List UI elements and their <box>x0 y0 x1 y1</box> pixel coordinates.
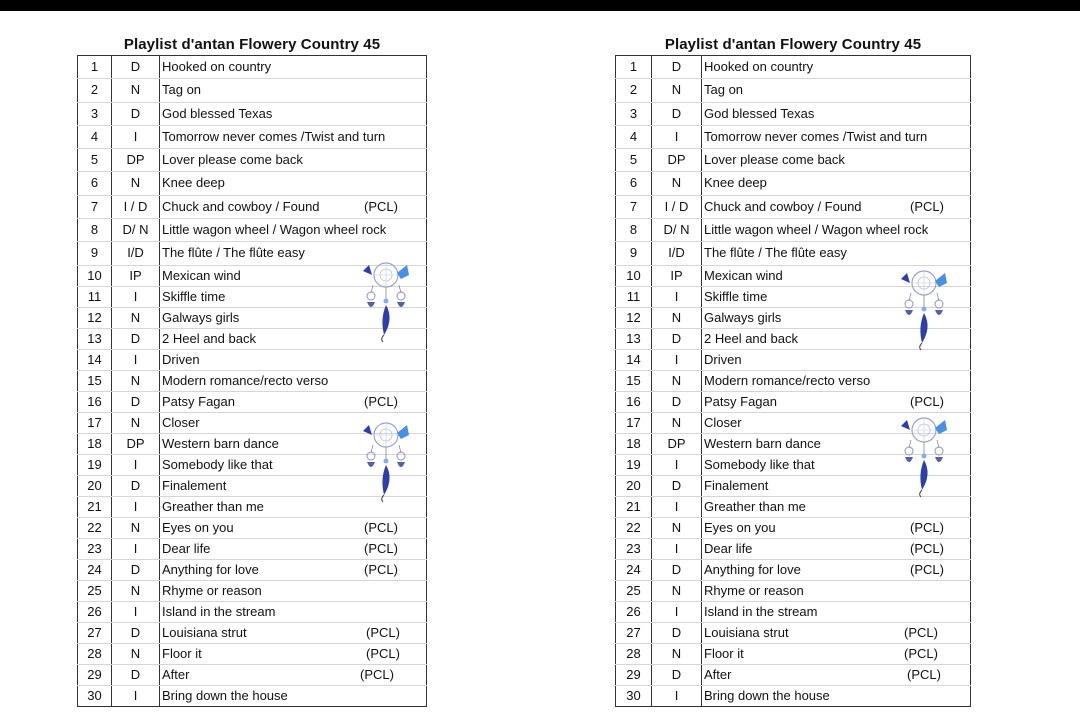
dance-level: I <box>652 601 702 622</box>
song-title: Driven <box>162 351 200 367</box>
dance-level: I <box>112 349 160 370</box>
table-row <box>616 664 971 685</box>
song-title: Somebody like that <box>162 456 273 472</box>
song-cell <box>702 370 971 391</box>
song-cell <box>702 601 971 622</box>
row-number: 5 <box>616 149 652 172</box>
song-title: Modern romance/recto verso <box>704 372 871 388</box>
song-cell <box>702 56 971 79</box>
song-cell <box>160 685 427 706</box>
dance-level: N <box>652 580 702 601</box>
pcl-note: (PCL) <box>364 198 398 214</box>
dance-level: D/ N <box>652 219 702 242</box>
song-cell <box>160 391 427 412</box>
pcl-note: (PCL) <box>910 198 944 214</box>
row-number: 1 <box>616 56 652 79</box>
row-number: 24 <box>616 559 652 580</box>
dance-level: I/D <box>112 242 160 265</box>
dreamcatcher-icon <box>897 267 951 353</box>
dance-level: D <box>652 664 702 685</box>
playlist-title: Playlist d'antan Flowery Country 45 <box>664 36 922 53</box>
song-title: God blessed Texas <box>162 105 273 121</box>
table-row <box>616 622 971 643</box>
dance-level: N <box>652 517 702 538</box>
row-number: 23 <box>616 538 652 559</box>
song-title: Rhyme or reason <box>162 582 262 598</box>
dance-level: IP <box>652 265 702 286</box>
table-row <box>78 580 427 601</box>
dance-level: D <box>652 622 702 643</box>
table-row <box>616 125 971 148</box>
table-row <box>616 391 971 412</box>
dance-level: I <box>112 454 160 475</box>
row-number: 22 <box>616 517 652 538</box>
song-title: Knee deep <box>162 175 225 191</box>
song-cell <box>160 601 427 622</box>
pcl-note: (PCL) <box>907 666 941 682</box>
song-title: Driven <box>704 351 742 367</box>
table-row <box>616 601 971 622</box>
dance-level: I <box>112 601 160 622</box>
song-title: Galways girls <box>162 309 240 325</box>
pcl-note: (PCL) <box>366 645 400 661</box>
row-number: 9 <box>78 242 112 265</box>
song-cell <box>702 643 971 664</box>
dance-level: D <box>652 56 702 79</box>
row-number: 2 <box>78 79 112 102</box>
dance-level: I <box>112 496 160 517</box>
dance-level: N <box>112 412 160 433</box>
pcl-note: (PCL) <box>910 519 944 535</box>
song-title: Finalement <box>162 477 227 493</box>
dance-level: DP <box>112 149 160 172</box>
row-number: 3 <box>616 102 652 125</box>
table-row <box>616 370 971 391</box>
row-number: 13 <box>616 328 652 349</box>
song-cell <box>702 685 971 706</box>
playlist-sheet-left <box>77 34 427 707</box>
song-title: Hooked on country <box>162 59 272 74</box>
row-number: 9 <box>616 242 652 265</box>
dance-level: I <box>652 685 702 706</box>
dance-level: N <box>652 172 702 195</box>
song-title: Somebody like that <box>704 456 815 472</box>
row-number: 14 <box>78 349 112 370</box>
dance-level: I <box>652 349 702 370</box>
song-cell <box>702 172 971 195</box>
song-cell <box>160 370 427 391</box>
song-cell <box>702 664 971 685</box>
song-cell <box>160 56 427 79</box>
playlist-table <box>77 55 427 707</box>
dance-level: D <box>652 102 702 125</box>
song-cell <box>702 559 971 580</box>
song-title: Anything for love <box>704 561 801 577</box>
dance-level: N <box>652 370 702 391</box>
row-number: 27 <box>616 622 652 643</box>
song-title: After <box>704 666 732 682</box>
song-cell <box>702 219 971 242</box>
table-row <box>78 349 427 370</box>
row-number: 18 <box>78 433 112 454</box>
song-cell <box>160 643 427 664</box>
table-row <box>78 664 427 685</box>
row-number: 3 <box>78 102 112 125</box>
row-number: 12 <box>616 307 652 328</box>
row-number: 20 <box>78 475 112 496</box>
row-number: 1 <box>78 56 112 79</box>
song-title: Anything for love <box>162 561 259 577</box>
dance-level: I / D <box>652 195 702 218</box>
dance-level: DP <box>652 149 702 172</box>
song-title: Finalement <box>704 477 769 493</box>
dance-level: D <box>112 56 160 79</box>
playlist-table <box>615 55 971 707</box>
row-number: 18 <box>616 433 652 454</box>
song-title: God blessed Texas <box>704 105 815 121</box>
table-row <box>616 580 971 601</box>
pcl-note: (PCL) <box>360 666 394 682</box>
song-title: Knee deep <box>704 175 767 191</box>
row-number: 15 <box>78 370 112 391</box>
table-row <box>78 56 427 79</box>
dance-level: N <box>112 370 160 391</box>
song-title: Skiffle time <box>704 288 768 304</box>
song-title: Modern romance/recto verso <box>162 372 329 388</box>
row-number: 4 <box>616 125 652 148</box>
row-number: 25 <box>78 580 112 601</box>
song-cell <box>160 580 427 601</box>
dance-level: DP <box>652 433 702 454</box>
song-title: Floor it <box>162 645 202 661</box>
row-number: 10 <box>78 265 112 286</box>
song-title: Little wagon wheel / Wagon wheel rock <box>704 222 929 238</box>
song-cell <box>702 79 971 102</box>
table-row <box>616 149 971 172</box>
song-title: Chuck and cowboy / Found <box>704 198 862 214</box>
row-number: 27 <box>78 622 112 643</box>
table-row <box>78 102 427 125</box>
song-title: Mexican wind <box>704 267 783 283</box>
dance-level: N <box>112 172 160 195</box>
song-title: The flûte / The flûte easy <box>704 245 847 261</box>
row-number: 19 <box>616 454 652 475</box>
table-row <box>78 79 427 102</box>
pcl-note: (PCL) <box>910 540 944 556</box>
song-title: Rhyme or reason <box>704 582 804 598</box>
table-row <box>78 517 427 538</box>
dance-level: D <box>112 559 160 580</box>
dance-level: N <box>112 643 160 664</box>
song-title: Lover please come back <box>704 152 845 168</box>
song-cell <box>160 125 427 148</box>
row-number: 16 <box>78 391 112 412</box>
song-cell <box>160 538 427 559</box>
table-row <box>616 102 971 125</box>
table-row <box>78 125 427 148</box>
dance-level: D <box>112 391 160 412</box>
row-number: 8 <box>616 219 652 242</box>
table-row <box>616 242 971 265</box>
dreamcatcher-icon <box>359 419 413 505</box>
song-title: Greather than me <box>162 498 264 514</box>
table-row <box>616 685 971 706</box>
dance-level: I <box>652 538 702 559</box>
dance-level: N <box>112 580 160 601</box>
table-row <box>78 370 427 391</box>
song-title: Galways girls <box>704 309 782 325</box>
dance-level: N <box>652 79 702 102</box>
row-number: 12 <box>78 307 112 328</box>
song-title: Tag on <box>162 82 202 98</box>
dance-level: I <box>112 685 160 706</box>
song-cell <box>702 580 971 601</box>
song-title: After <box>162 666 190 682</box>
dance-level: N <box>112 79 160 102</box>
song-title: 2 Heel and back <box>162 330 256 346</box>
dreamcatcher-icon <box>897 414 951 500</box>
dance-level: D <box>112 475 160 496</box>
row-number: 26 <box>78 601 112 622</box>
dance-level: D <box>112 102 160 125</box>
song-title: Dear life <box>704 540 753 556</box>
row-number: 28 <box>616 643 652 664</box>
dance-level: D <box>112 664 160 685</box>
pcl-note: (PCL) <box>910 393 944 409</box>
dance-level: N <box>112 307 160 328</box>
pcl-note: (PCL) <box>364 540 398 556</box>
table-row <box>78 149 427 172</box>
song-cell <box>702 195 971 218</box>
song-title: Bring down the house <box>704 687 830 703</box>
dance-level: D/ N <box>112 219 160 242</box>
table-row <box>78 538 427 559</box>
row-number: 11 <box>78 286 112 307</box>
song-title: Mexican wind <box>162 267 241 283</box>
row-number: 22 <box>78 517 112 538</box>
pcl-note: (PCL) <box>364 393 398 409</box>
dance-level: N <box>652 307 702 328</box>
dance-level: I / D <box>112 195 160 218</box>
row-number: 10 <box>616 265 652 286</box>
row-number: 2 <box>616 79 652 102</box>
playlist-title: Playlist d'antan Flowery Country 45 <box>123 36 381 53</box>
row-number: 21 <box>78 496 112 517</box>
song-title: Island in the stream <box>704 603 818 619</box>
song-cell <box>160 622 427 643</box>
row-number: 16 <box>616 391 652 412</box>
dance-level: D <box>112 622 160 643</box>
table-row <box>616 517 971 538</box>
table-row <box>616 195 971 218</box>
song-title: Hooked on country <box>704 59 814 74</box>
row-number: 26 <box>616 601 652 622</box>
row-number: 11 <box>616 286 652 307</box>
dance-level: I <box>652 286 702 307</box>
song-cell <box>702 538 971 559</box>
row-number: 4 <box>78 125 112 148</box>
dance-level: I <box>652 496 702 517</box>
dance-level: D <box>652 559 702 580</box>
row-number: 6 <box>78 172 112 195</box>
song-cell <box>160 349 427 370</box>
table-row <box>78 195 427 218</box>
song-cell <box>160 102 427 125</box>
dance-level: I <box>112 538 160 559</box>
pcl-note: (PCL) <box>366 624 400 640</box>
table-row <box>78 601 427 622</box>
row-number: 25 <box>616 580 652 601</box>
pcl-note: (PCL) <box>364 519 398 535</box>
song-title: 2 Heel and back <box>704 330 798 346</box>
row-number: 29 <box>78 664 112 685</box>
song-cell <box>702 622 971 643</box>
song-title: Tomorrow never comes /Twist and turn <box>162 128 386 144</box>
row-number: 5 <box>78 149 112 172</box>
song-cell <box>160 517 427 538</box>
row-number: 15 <box>616 370 652 391</box>
song-cell <box>702 149 971 172</box>
song-title: Skiffle time <box>162 288 226 304</box>
song-title: Little wagon wheel / Wagon wheel rock <box>162 222 387 238</box>
table-row <box>78 172 427 195</box>
song-cell <box>160 664 427 685</box>
dreamcatcher-icon <box>359 259 413 345</box>
song-cell <box>160 195 427 218</box>
row-number: 17 <box>78 412 112 433</box>
song-title: The flûte / The flûte easy <box>162 245 305 261</box>
song-title: Louisiana strut <box>162 624 247 640</box>
row-number: 8 <box>78 219 112 242</box>
song-cell <box>702 242 971 265</box>
table-row <box>616 219 971 242</box>
table-row <box>78 685 427 706</box>
song-title: Tomorrow never comes /Twist and turn <box>704 128 928 144</box>
dance-level: I <box>112 125 160 148</box>
top-black-bar <box>0 0 1080 11</box>
song-cell <box>702 517 971 538</box>
table-row <box>616 56 971 79</box>
row-number: 13 <box>78 328 112 349</box>
dance-level: D <box>652 391 702 412</box>
row-number: 7 <box>78 195 112 218</box>
song-title: Louisiana strut <box>704 624 789 640</box>
song-title: Eyes on you <box>162 519 234 535</box>
row-number: 30 <box>78 685 112 706</box>
song-title: Closer <box>704 414 742 430</box>
pcl-note: (PCL) <box>364 561 398 577</box>
row-number: 7 <box>616 195 652 218</box>
table-row <box>78 219 427 242</box>
dance-level: D <box>112 328 160 349</box>
song-cell <box>702 102 971 125</box>
table-row <box>616 538 971 559</box>
song-title: Eyes on you <box>704 519 776 535</box>
dance-level: I/D <box>652 242 702 265</box>
dance-level: N <box>652 412 702 433</box>
song-title: Greather than me <box>704 498 806 514</box>
table-row <box>616 79 971 102</box>
pcl-note: (PCL) <box>910 561 944 577</box>
pcl-note: (PCL) <box>904 645 938 661</box>
dance-level: DP <box>112 433 160 454</box>
table-row <box>616 172 971 195</box>
song-cell <box>160 149 427 172</box>
row-number: 17 <box>616 412 652 433</box>
dance-level: D <box>652 328 702 349</box>
song-title: Floor it <box>704 645 744 661</box>
song-title: Closer <box>162 414 200 430</box>
song-title: Patsy Fagan <box>704 393 777 409</box>
dance-level: N <box>112 517 160 538</box>
row-number: 30 <box>616 685 652 706</box>
row-number: 23 <box>78 538 112 559</box>
song-cell <box>160 559 427 580</box>
dance-level: I <box>652 125 702 148</box>
row-number: 19 <box>78 454 112 475</box>
dance-level: N <box>652 643 702 664</box>
song-title: Island in the stream <box>162 603 276 619</box>
song-title: Western barn dance <box>704 435 821 451</box>
table-row <box>78 643 427 664</box>
playlist-sheet-right <box>615 34 971 707</box>
song-title: Dear life <box>162 540 211 556</box>
song-title: Bring down the house <box>162 687 288 703</box>
table-row <box>616 643 971 664</box>
song-cell <box>702 391 971 412</box>
table-row <box>616 559 971 580</box>
pcl-note: (PCL) <box>904 624 938 640</box>
row-number: 21 <box>616 496 652 517</box>
dance-level: I <box>652 454 702 475</box>
song-title: Western barn dance <box>162 435 279 451</box>
table-row <box>78 391 427 412</box>
row-number: 14 <box>616 349 652 370</box>
dance-level: D <box>652 475 702 496</box>
song-cell <box>702 125 971 148</box>
song-cell <box>160 79 427 102</box>
row-number: 24 <box>78 559 112 580</box>
row-number: 29 <box>616 664 652 685</box>
row-number: 6 <box>616 172 652 195</box>
song-cell <box>160 172 427 195</box>
dance-level: IP <box>112 265 160 286</box>
row-number: 20 <box>616 475 652 496</box>
row-number: 28 <box>78 643 112 664</box>
song-title: Patsy Fagan <box>162 393 235 409</box>
song-title: Chuck and cowboy / Found <box>162 198 320 214</box>
dance-level: I <box>112 286 160 307</box>
table-row <box>78 622 427 643</box>
song-title: Tag on <box>704 82 744 98</box>
table-row <box>78 559 427 580</box>
song-cell <box>160 219 427 242</box>
song-title: Lover please come back <box>162 152 303 168</box>
